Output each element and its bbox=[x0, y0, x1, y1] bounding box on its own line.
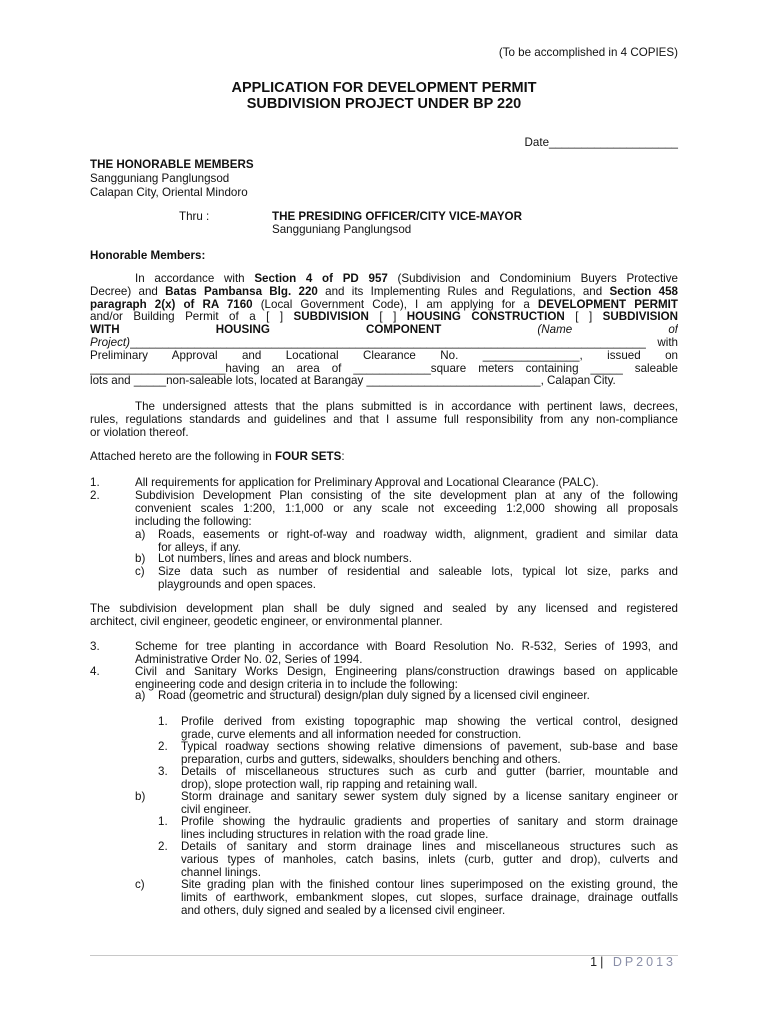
copies-note: (To be accomplished in 4 COPIES) bbox=[498, 46, 678, 59]
page-footer bbox=[590, 955, 676, 969]
addressee-title: THE HONORABLE MEMBERS bbox=[90, 158, 254, 171]
item-4a2-number: 2. bbox=[158, 740, 168, 753]
item-4-number: 4. bbox=[90, 665, 100, 678]
attached-intro: Attached hereto are the following in FOUR SETS: bbox=[90, 450, 345, 463]
item-4b-letter: b) bbox=[135, 790, 146, 803]
item-4a1-text: Profile derived from existing topographic map showing the vertical control, designed grade, curve elements and all information needed for construction. bbox=[181, 716, 678, 741]
footer-separator: | bbox=[600, 955, 607, 969]
item-4a-text: Road (geometric and structural) design/plan duly signed by a licensed civil engineer. bbox=[158, 689, 590, 702]
item-4c-text: Site grading plan with the finished contour lines superimposed on the existing ground, the limits of earthwork, embankment slopes, cut slopes, surface drainage, drainage outfalls and others, duly signed and sealed by a licensed civil engineer. bbox=[181, 879, 678, 917]
item-4b2-text: Details of sanitary and storm drainage lines and miscellaneous structures such as various types of manholes, catch basins, inlets (curb, gutter and drop), culverts and channel linings. bbox=[181, 841, 678, 879]
item-2b-letter: b) bbox=[135, 552, 146, 565]
item-2c-letter: c) bbox=[135, 565, 145, 578]
item-4a3-text: Details of miscellaneous structures such as curb and gutter (barrier, mountable and drop), slope protection wall, rip rapping and retaining wall. bbox=[181, 766, 678, 791]
item-1-number: 1. bbox=[90, 476, 100, 489]
item-4b-text: Storm drainage and sanitary sewer system duly signed by a license sanitary engineer or civil engineer. bbox=[181, 791, 678, 816]
thru-label: Thru : bbox=[179, 210, 210, 223]
item-4b1-number: 1. bbox=[158, 815, 168, 828]
item-4a1-number: 1. bbox=[158, 715, 168, 728]
item-3-number: 3. bbox=[90, 640, 100, 653]
title-line-2: SUBDIVISION PROJECT UNDER BP 220 bbox=[246, 96, 522, 112]
item-4b2-number: 2. bbox=[158, 840, 168, 853]
item-2c-text: Size data such as number of residential and saleable lots, typical lot size, parks and playgrounds and open spaces. bbox=[158, 566, 678, 591]
item-2b-text: Lot numbers, lines and areas and block numbers. bbox=[158, 552, 412, 565]
item-1-text: All requirements for application for Preliminary Approval and Locational Clearance (PALC). bbox=[135, 476, 599, 489]
item-2-text: Subdivision Development Plan consisting of the site development plan at any of the following convenient scales 1:200, 1:1,000 or any scale not exceeding 1:2,000 showing all proposals including the following: bbox=[135, 490, 678, 528]
item-3-text: Scheme for tree planting in accordance with Board Resolution No. R-532, Series of 1993, and Administrative Order No. 02, Series of 1994. bbox=[135, 641, 678, 666]
paragraph-attestation: The undersigned attests that the plans submitted is in accordance with pertinent laws, decrees, rules, regulations standards and guidelines and that I assume full responsibility from any non-compliance or violation thereof. bbox=[90, 401, 678, 439]
thru-officer: THE PRESIDING OFFICER/CITY VICE-MAYOR bbox=[272, 210, 522, 223]
item-2a-letter: a) bbox=[135, 528, 146, 541]
item-2-number: 2. bbox=[90, 489, 100, 502]
thru-body: Sangguniang Panglungsod bbox=[272, 223, 412, 236]
addressee-body: Sangguniang Panglungsod bbox=[90, 172, 230, 185]
addressee-location: Calapan City, Oriental Mindoro bbox=[90, 186, 248, 199]
item-4a3-number: 3. bbox=[158, 765, 168, 778]
item-4b1-text: Profile showing the hydraulic gradients and properties of sanitary and storm drainage lines including structures in relation with the road grade line. bbox=[181, 816, 678, 841]
item-2a-text: Roads, easements or right-of-way and roadway width, alignment, gradient and similar data for alleys, if any. bbox=[158, 529, 678, 554]
item-4a-letter: a) bbox=[135, 689, 146, 702]
date-field: Date____________________ bbox=[524, 136, 678, 149]
paragraph-signing: The subdivision development plan shall be duly signed and sealed by any licensed and registered architect, civil engineer, geodetic engineer, or environmental planner. bbox=[90, 603, 678, 628]
salutation: Honorable Members: bbox=[90, 249, 206, 262]
document-code: DP2013 bbox=[612, 955, 676, 969]
title-line-1: APPLICATION FOR DEVELOPMENT PERMIT bbox=[231, 80, 537, 96]
item-4c-letter: c) bbox=[135, 878, 145, 891]
page-number: 1 bbox=[590, 955, 601, 969]
paragraph-application: In accordance with Section 4 of PD 957 (Subdivision and Condominium Buyers Protective Decree) and Batas Pambansa Blg. 220 and its Implementing Rules and Regulations, and Section 458 paragraph 2(x) of RA 7160 (Local Government Code), I am applying for a DEVELOPMENT PERMIT and/or Building Permit of a [ ] SUBDIVISION [ ] HOUSING CONSTRUCTION [ ] SUBDIVISION WITH HOUSING COMPONENT (Name of Project) ________________________________________________________________________________ with Preliminary Approval and Locational Clearance No. _______________, issued on _____________________having an area of ____________square meters containing _____ saleable lots and _____non-saleable lots, located at Barangay ___________________________, Calapan City. bbox=[90, 273, 678, 388]
item-4a2-text: Typical roadway sections showing relative dimensions of pavement, sub-base and base preparation, curbs and gutters, sidewalks, shoulders benching and others. bbox=[181, 741, 678, 766]
item-4-text: Civil and Sanitary Works Design, Engineering plans/construction drawings based on applicable engineering code and design criteria in to include the following: bbox=[135, 666, 678, 691]
